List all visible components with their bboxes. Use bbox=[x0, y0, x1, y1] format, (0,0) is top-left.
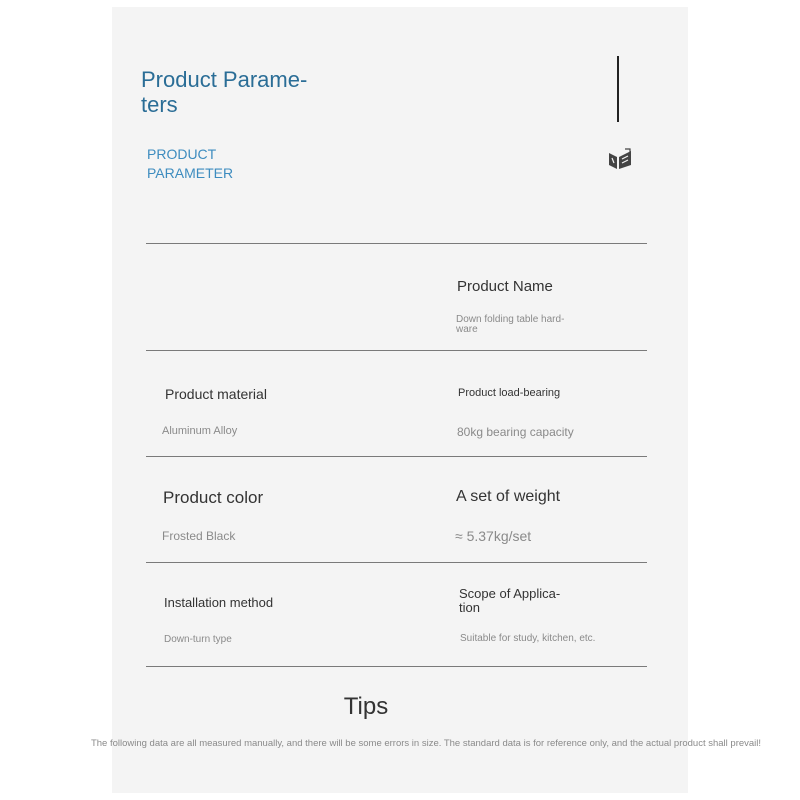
product-material-value: Aluminum Alloy bbox=[162, 425, 238, 437]
installation-method-label: Installation method bbox=[164, 595, 274, 610]
divider-1 bbox=[146, 243, 647, 244]
page-subtitle: PRODUCT PARAMETER bbox=[147, 146, 234, 181]
installation-method-value: Down-turn type bbox=[164, 634, 232, 645]
product-load-label: Product load-bearing bbox=[458, 387, 561, 399]
product-load-value: 80kg bearing capacity bbox=[457, 425, 574, 439]
scope-of-application-value: Suitable for study, kitchen, etc. bbox=[460, 633, 596, 644]
page-title: Product Parame- ters bbox=[141, 67, 308, 117]
product-name-label: Product Name bbox=[457, 278, 553, 295]
product-color-value: Frosted Black bbox=[162, 529, 236, 543]
divider-2 bbox=[146, 350, 647, 351]
product-name-value: Down folding table hard- ware bbox=[456, 314, 565, 335]
divider-5 bbox=[146, 666, 647, 667]
set-weight-label: A set of weight bbox=[456, 488, 561, 505]
divider-4 bbox=[146, 562, 647, 563]
product-color-label: Product color bbox=[163, 488, 264, 507]
scope-of-application-label: Scope of Applica- tion bbox=[459, 586, 561, 615]
header-divider bbox=[617, 56, 619, 122]
divider-3 bbox=[146, 456, 647, 457]
brand-logo-icon bbox=[607, 147, 633, 171]
product-material-label: Product material bbox=[165, 386, 267, 402]
tips-text: The following data are all measured manually, and there will be some errors in size. The standard data is for reference only, and the actual product shall prevail! bbox=[90, 738, 762, 749]
tips-title: Tips bbox=[343, 693, 389, 720]
set-weight-value: ≈ 5.37kg/set bbox=[455, 528, 532, 544]
